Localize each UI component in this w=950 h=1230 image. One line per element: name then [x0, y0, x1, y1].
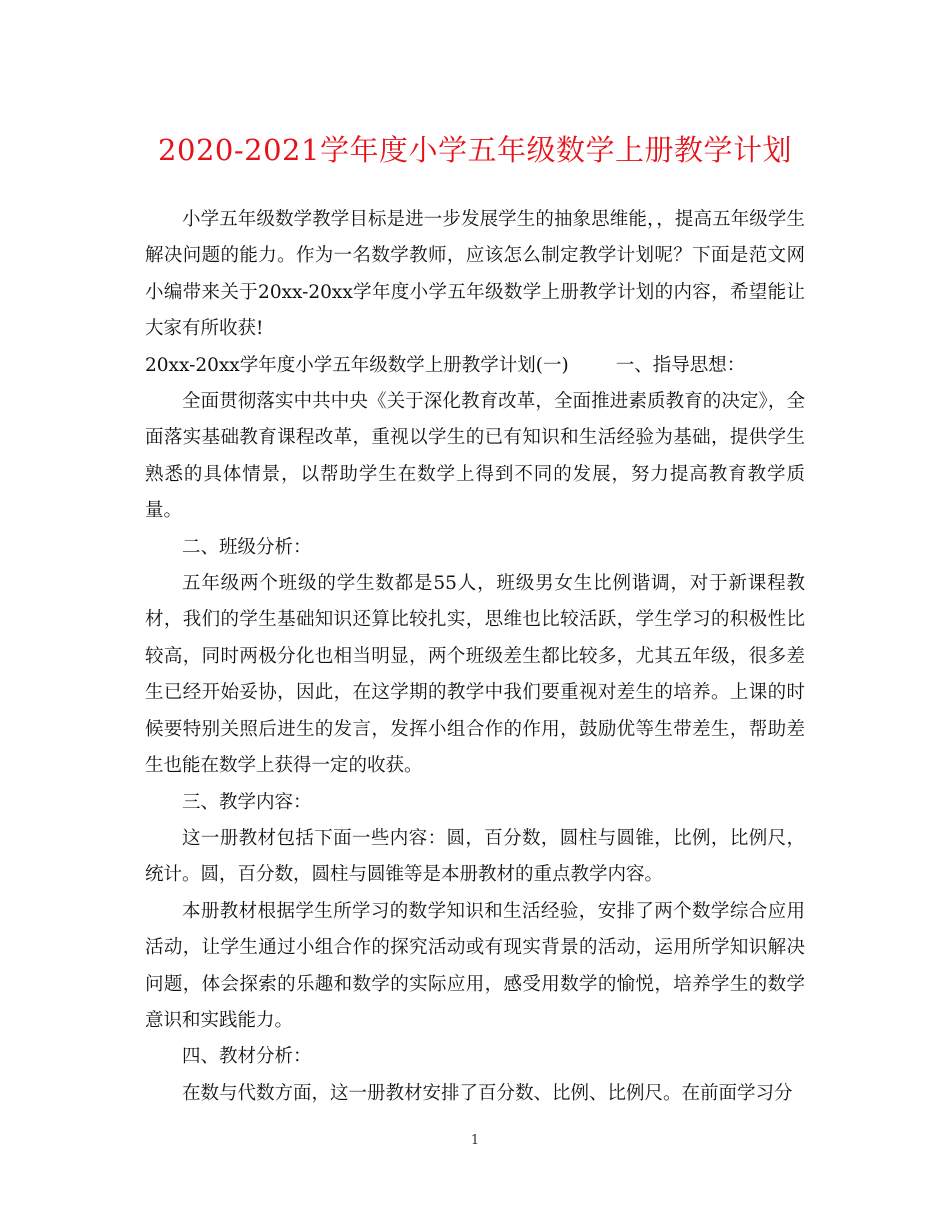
section3-paragraph-2: 本册教材根据学生所学习的数学知识和生活经验，安排了两个数学综合应用活动，让学生通过小组合作的探究活动或有现实背景的活动，运用所学知识解决问题，体会探索的乐趣和数学的实际应用，感受用数学的愉悦，培养学生的数学意识和实践能力。 — [145, 900, 805, 1031]
section1-heading: 一、指导思想： — [615, 354, 746, 376]
section2-paragraph: 五年级两个班级的学生数都是55人，班级男女生比例谐调，对于新课程教材，我们的学生基础知识还算比较扎实，思维也比较活跃，学生学习的积极性比较高，同时两极分化也相当明显，两个班级差生都比较多，尤其五年级，很多差生已经开始妥协，因此，在这学期的教学中我们要重视对差生的培养。上课的时候要特别关照后进生的发言，发挥小组合作的作用，鼓励优等生带差生，帮助差生也能在数学上获得一定的收获。 — [145, 573, 805, 777]
plan-title: 20xx-20xx学年度小学五年级数学上册教学计划(一) — [145, 354, 569, 376]
section4-paragraph: 在数与代数方面，这一册教材安排了百分数、比例、比例尺。在前面学习分 — [182, 1082, 793, 1104]
plan-line — [145, 348, 805, 384]
section3-heading: 三、教学内容： — [182, 791, 312, 813]
section3-paragraph-1: 这一册教材包括下面一些内容：圆，百分数，圆柱与圆锥，比例，比例尺，统计。圆，百分数，圆柱与圆锥等是本册教材的重点教学内容。 — [145, 827, 805, 886]
section1-paragraph: 全面贯彻落实中共中央《关于深化教育改革，全面推进素质教育的决定》，全面落实基础教育课程改革，重视以学生的已有知识和生活经验为基础，提供学生熟悉的具体情景，以帮助学生在数学上得到不同的发展，努力提高教育教学质量。 — [145, 391, 805, 522]
intro-paragraph: 小学五年级数学教学目标是进一步发展学生的抽象思维能，，提高五年级学生解决问题的能力。作为一名数学教师，应该怎么制定教学计划呢？下面是范文网小编带来关于20xx-20xx学年度小学五年级数学上册教学计划的内容，希望能让大家有所收获! — [145, 209, 805, 340]
page-number: 1 — [470, 1133, 480, 1148]
document-body — [145, 202, 805, 1112]
section4-heading: 四、教材分析： — [182, 1046, 312, 1068]
section2-heading: 二、班级分析： — [182, 536, 312, 558]
document-title: 2020-2021学年度小学五年级数学上册教学计划 — [158, 133, 792, 167]
